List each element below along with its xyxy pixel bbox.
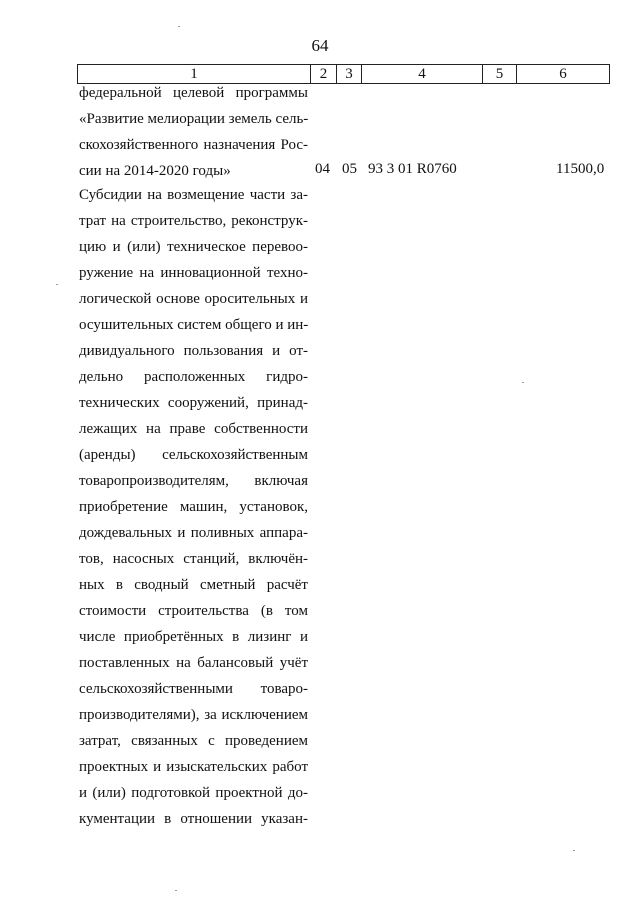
column-header-3: 3 [336, 65, 361, 83]
page-number: 64 [311, 36, 329, 55]
description-line: стоимости строительства (в том [79, 603, 308, 619]
description-line: федеральной целевой программы [79, 85, 308, 101]
description-line: приобретение машин, установок, [79, 499, 308, 515]
scan-speck [175, 890, 177, 891]
description-line: логической основе оросительных и [79, 291, 308, 307]
description-line: ных в сводный сметный расчёт [79, 577, 308, 593]
description-line: поставленных на балансовый учёт [79, 655, 308, 671]
scan-speck [522, 382, 524, 383]
description-line: затрат, связанных с проведением [79, 733, 308, 749]
column-header-2: 2 [310, 65, 336, 83]
description-line: осушительных систем общего и ин- [79, 317, 309, 333]
description-line: дельно расположенных гидро- [79, 369, 308, 385]
description-line: производителями), за исключением [79, 707, 308, 723]
description-line: проектных и изыскательских работ [79, 759, 308, 775]
section-code: 04 [315, 161, 330, 177]
column-header-5: 5 [482, 65, 516, 83]
scan-speck [573, 850, 575, 851]
amount-value: 11500,0 [556, 161, 605, 177]
description-line: сельскохозяйственными товаро- [79, 681, 308, 697]
description-line: цию и (или) техническое перевоо- [79, 239, 308, 255]
description-line: технических сооружений, принад- [79, 395, 308, 411]
description-line: тов, насосных станций, включён- [79, 551, 308, 567]
target-article-code: 93 3 01 R0760 [368, 161, 457, 177]
description-line: товаропроизводителям, включая [79, 473, 308, 489]
column-header-1: 1 [190, 66, 198, 82]
description-line: скохозяйственного назначения Рос- [79, 137, 308, 153]
description-line: числе приобретённых в лизинг и [79, 629, 308, 645]
description-line: дивидуального пользования и от- [79, 343, 308, 359]
subsection-code: 05 [342, 161, 357, 177]
description-line: трат на строительство, реконструк- [79, 213, 308, 229]
description-line: «Развитие мелиорации земель сель- [79, 111, 309, 127]
description-line: сии на 2014-2020 годы» [79, 163, 231, 179]
program-description [79, 80, 308, 184]
column-header-6: 6 [516, 65, 609, 83]
column-header-4: 4 [361, 65, 482, 83]
description-line: кументации в отношении указан- [79, 811, 308, 827]
description-line: (аренды) сельскохозяйственным [79, 447, 308, 463]
description-line: ружение на инновационной техно- [79, 265, 308, 281]
scan-speck [178, 26, 180, 27]
subsidy-description [79, 182, 308, 832]
description-line: Субсидии на возмещение части за- [79, 187, 308, 203]
scan-speck [56, 284, 58, 285]
description-line: лежащих на праве собственности [79, 421, 308, 437]
description-line: дождевальных и поливных аппара- [79, 525, 308, 541]
description-line: и (или) подготовкой проектной до- [79, 785, 308, 801]
